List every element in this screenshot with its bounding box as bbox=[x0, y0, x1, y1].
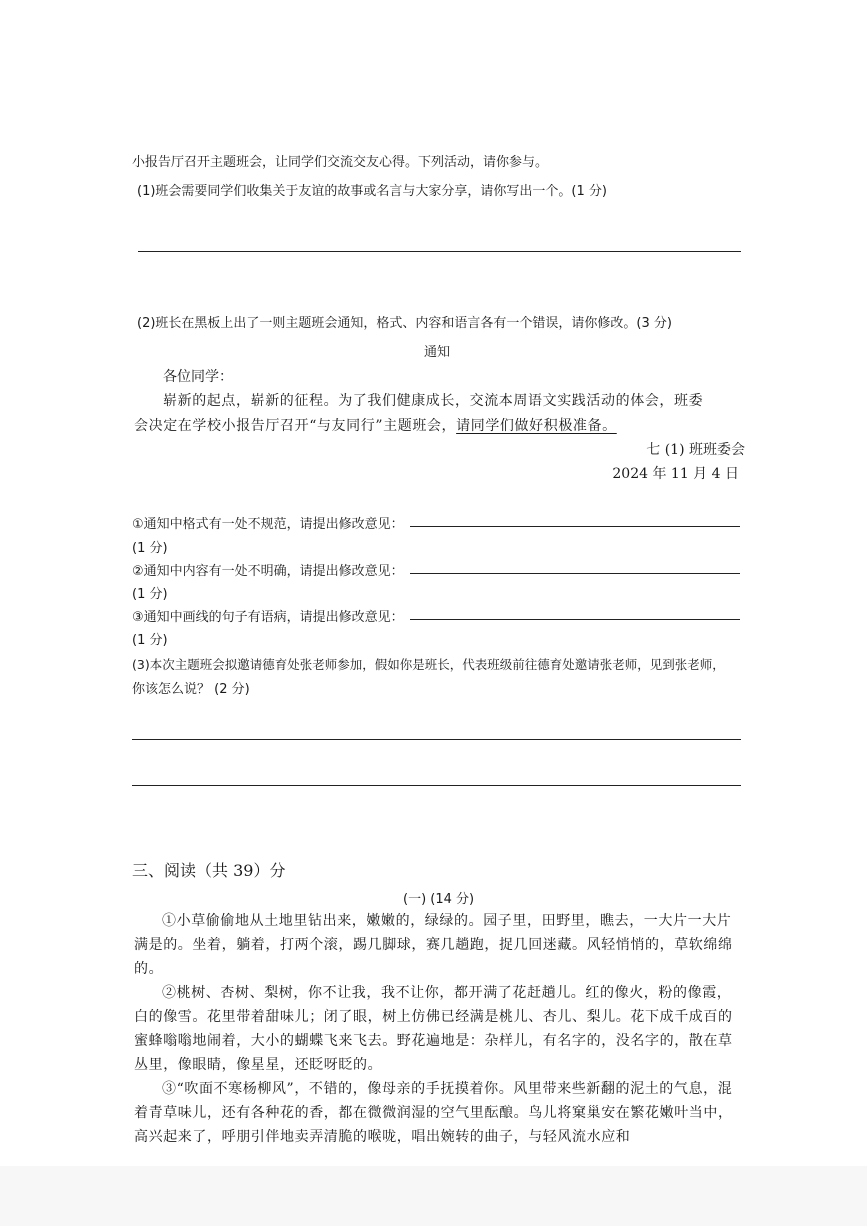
subquestion-2: ②通知中内容有一处不明确，请提出修改意见： bbox=[132, 564, 404, 579]
subquestion-2-score: (1 分) bbox=[132, 587, 168, 602]
notice-body-line1: 崭新的起点，崭新的征程。为了我们健康成长，交流本周语文实践活动的体会，班委 bbox=[163, 393, 704, 409]
answer-line-q1[interactable] bbox=[138, 251, 741, 252]
page-bottom-margin bbox=[0, 1166, 867, 1226]
passage-paragraph-3: ③“吹面不寒杨柳风”，不错的，像母亲的手抚摸着你。风里带来些新翻的泥土的气息，混着青草味儿，还有各种花的香，都在微微润湿的空气里酝酿。鸟儿将窠巢安在繁花嫩叶当中，高兴起来了，呼朋引伴地卖弄清脆的喉咙，唱出婉转的曲子，与轻风流水应和 bbox=[134, 1081, 733, 1145]
answer-line-sub2[interactable] bbox=[410, 573, 740, 574]
answer-line-q3b[interactable] bbox=[132, 785, 741, 786]
notice-date: 2024 年 11 月 4 日 bbox=[612, 466, 739, 482]
question-1: (1)班会需要同学们收集关于友谊的故事或名言与大家分享，请你写出一个。(1 分) bbox=[137, 184, 607, 199]
question-3-line1: (3)本次主题班会拟邀请德育处张老师参加，假如你是班长，代表班级前往德育处邀请张老师，见到张老师， bbox=[132, 657, 725, 672]
question-3-line2: 你该怎么说？ (2 分) bbox=[132, 682, 250, 697]
answer-line-q3a[interactable] bbox=[132, 739, 741, 740]
answer-line-sub3[interactable] bbox=[410, 619, 740, 620]
subquestion-1: ①通知中格式有一处不规范，请提出修改意见： bbox=[132, 517, 404, 532]
answer-line-sub1[interactable] bbox=[410, 526, 740, 527]
section-3-heading: 三、阅读（共 39）分 bbox=[132, 861, 286, 880]
notice-underlined-sentence: 请同学们做好积极准备。 bbox=[456, 418, 617, 434]
notice-salutation: 各位同学： bbox=[163, 369, 233, 385]
reading-part-title: (一) (14 分) bbox=[403, 892, 475, 907]
passage-paragraph-2: ②桃树、杏树、梨树，你不让我，我不让你，都开满了花赶趟儿。红的像火，粉的像霞，白的像雪。花里带着甜味儿；闭了眼，树上仿佛已经满是桃儿、杏儿、梨儿。花下成千成百的蜜蜂嗡嗡地闹着，大小的蝴蝶飞来飞去。野花遍地是：杂样儿，有名字的，没名字的，散在草丛里，像眼睛，像星星，还眨呀眨的。 bbox=[134, 985, 733, 1073]
notice-signature: 七 (1) 班班委会 bbox=[646, 442, 745, 458]
subquestion-1-score: (1 分) bbox=[132, 541, 168, 556]
passage-paragraph-1: ①小草偷偷地从土地里钻出来，嫩嫩的，绿绿的。园子里，田野里，瞧去，一大片一大片满是的。坐着，躺着，打两个滚，踢几脚球，赛几趟跑，捉几回迷藏。风轻悄悄的，草软绵绵的。 bbox=[134, 913, 733, 977]
notice-title: 通知 bbox=[424, 345, 451, 360]
intro-text: 小报告厅召开主题班会，让同学们交流交友心得。下列活动，请你参与。 bbox=[132, 155, 549, 170]
subquestion-3: ③通知中画线的句子有语病，请提出修改意见： bbox=[132, 610, 404, 625]
reading-passage bbox=[134, 909, 740, 1149]
notice-body-line2 bbox=[134, 415, 617, 435]
subquestion-3-score: (1 分) bbox=[132, 633, 168, 648]
question-2: (2)班长在黑板上出了一则主题班会通知，格式、内容和语言各有一个错误，请你修改。(3 分) bbox=[137, 316, 672, 331]
notice-body-text: 会决定在学校小报告厅召开“与友同行”主题班会， bbox=[134, 418, 457, 434]
